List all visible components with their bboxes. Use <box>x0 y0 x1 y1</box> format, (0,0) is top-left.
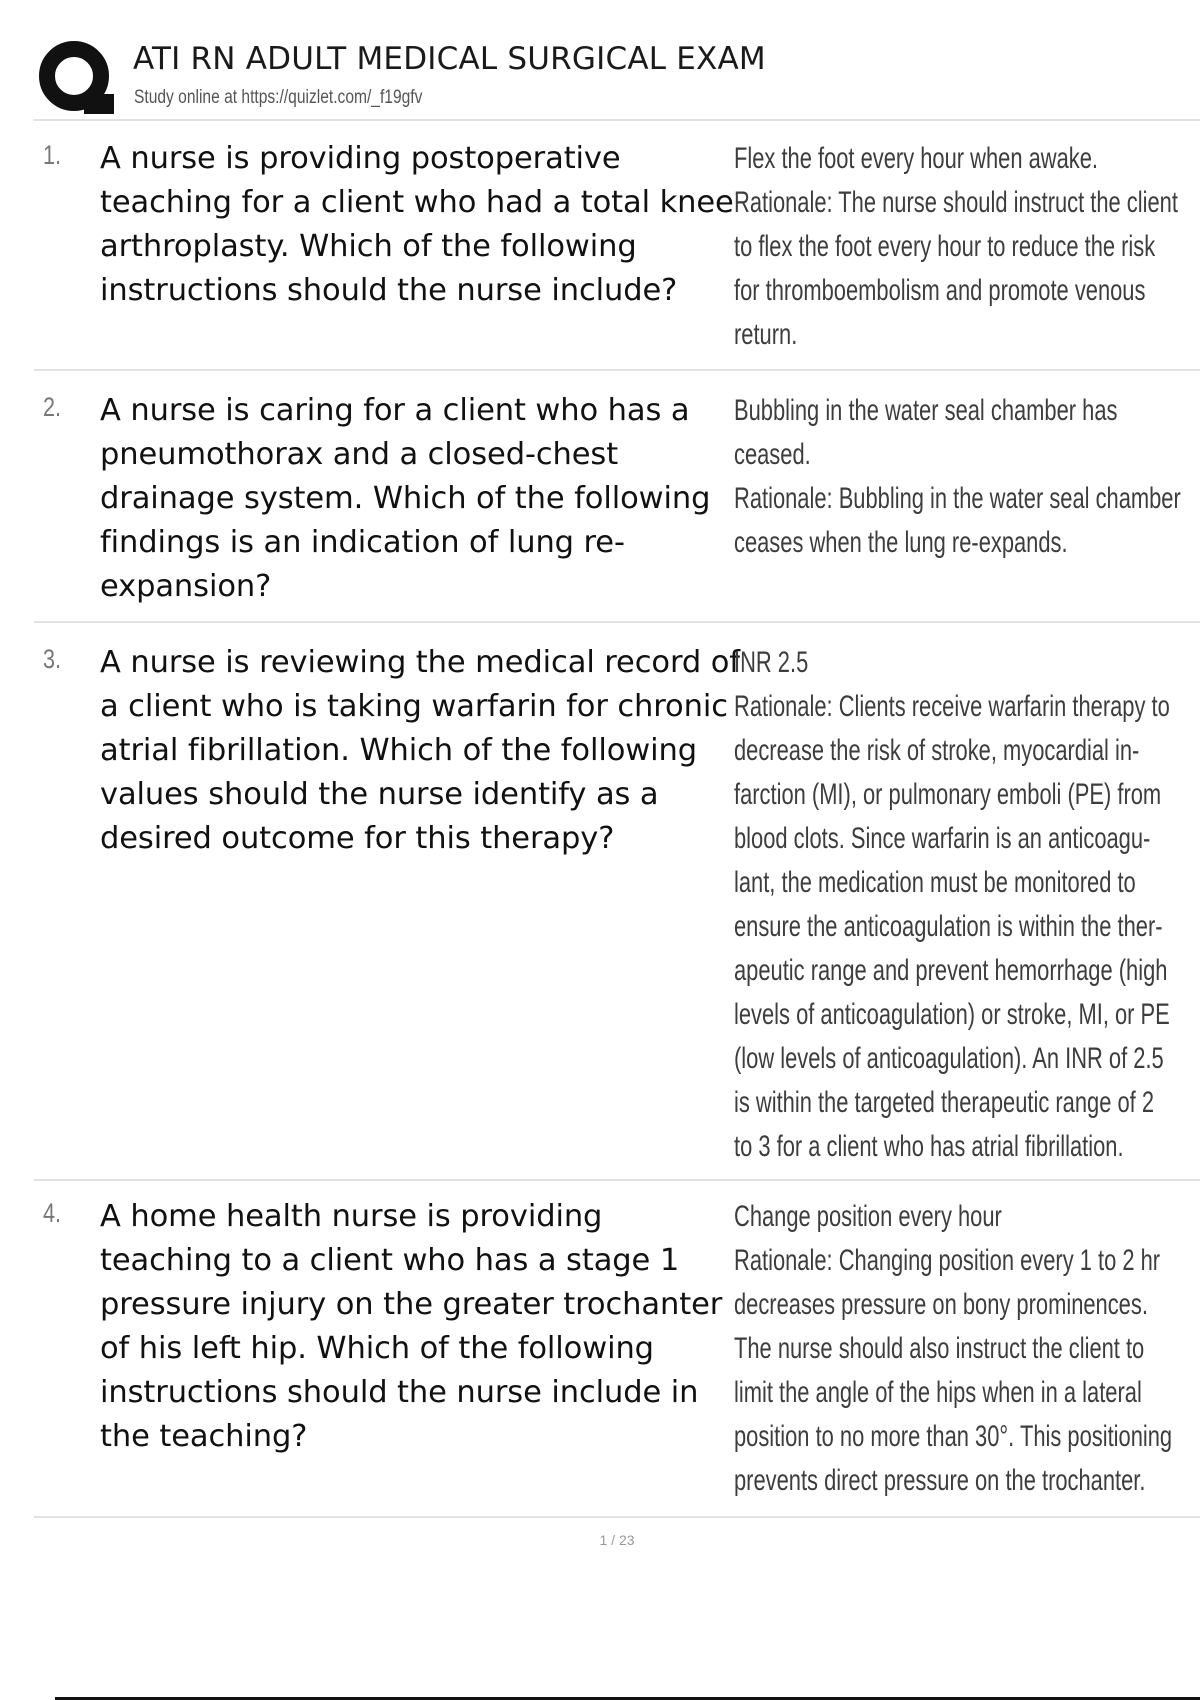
quizlet-logo-icon <box>36 38 116 118</box>
answer-line: ceases when the lung re-expands. <box>734 526 1068 559</box>
answer-line: limit the angle of the hips when in a lateral <box>734 1376 1142 1409</box>
answer-line: levels of anticoagulation) or stroke, MI, or PE <box>734 998 1170 1031</box>
card-answer <box>734 389 1181 565</box>
answer-line: return. <box>734 318 798 351</box>
card-question: A home health nurse is providing teaching to a client who has a stage 1 pressure injury on the greater trochanter of his left hip. Which of the following instructions should the nurse include in the teaching? <box>100 1199 723 1454</box>
answer-line: apeutic range and prevent hemorrhage (high <box>734 954 1168 987</box>
answer-line: position to no more than 30°. This positioning <box>734 1420 1173 1453</box>
answer-line: is within the targeted therapeutic range of 2 <box>734 1086 1155 1119</box>
document-header <box>34 34 1200 120</box>
answer-line: Rationale: Bubbling in the water seal chamber <box>734 482 1181 515</box>
card-divider <box>34 621 1200 623</box>
answer-line: to flex the foot every hour to reduce the risk <box>734 230 1156 263</box>
page-number: 1 / 23 <box>599 1532 635 1548</box>
answer-line: to 3 for a client who has atrial fibrillation. <box>734 1130 1124 1163</box>
card-divider <box>34 369 1200 371</box>
card-divider <box>34 1179 1200 1181</box>
card-answer <box>734 1195 1173 1503</box>
answer-line: lant, the medication must be monitored to <box>734 866 1136 899</box>
card-divider <box>34 1516 1200 1518</box>
document-title: ATI RN ADULT MEDICAL SURGICAL EXAM <box>133 41 766 77</box>
card-number: 1. <box>43 140 62 170</box>
answer-line: Rationale: Changing position every 1 to 2 hr <box>734 1244 1161 1277</box>
study-online-link[interactable]: Study online at https://quizlet.com/_f19gfv <box>134 87 423 108</box>
answer-line: Change position every hour <box>734 1200 1002 1233</box>
card-number: 2. <box>43 392 62 422</box>
answer-line: Bubbling in the water seal chamber has <box>734 394 1118 427</box>
answer-line: The nurse should also instruct the client to <box>734 1332 1145 1365</box>
answer-line: ensure the anticoagulation is within the ther- <box>734 910 1163 943</box>
card-question: A nurse is providing postoperative teaching for a client who had a total knee arthroplasty. Which of the following instructions should the nurse include? <box>100 141 734 308</box>
answer-line: (low levels of anticoagulation). An INR of 2.5 <box>734 1042 1164 1075</box>
card-question: A nurse is reviewing the medical record of a client who is taking warfarin for chronic atrial fibrillation. Which of the following values should the nurse identify as a desired outcome for this therapy? <box>100 645 740 856</box>
card-number: 3. <box>43 644 62 674</box>
answer-line: Rationale: Clients receive warfarin therapy to <box>734 690 1170 723</box>
answer-line: Rationale: The nurse should instruct the client <box>734 186 1178 219</box>
card-answer <box>734 641 1170 1169</box>
answer-line: Flex the foot every hour when awake. <box>734 142 1098 175</box>
answer-line: farction (MI), or pulmonary emboli (PE) from <box>734 778 1162 811</box>
card-answer <box>734 137 1178 357</box>
card-question: A nurse is caring for a client who has a pneumothorax and a closed-chest drainage system. Which of the following findings is an indication of lung re-expansion? <box>100 393 711 604</box>
answer-line: for thromboembolism and promote venous <box>734 274 1146 307</box>
answer-line: blood clots. Since warfarin is an anticoagu- <box>734 822 1151 855</box>
header-divider <box>34 119 1200 121</box>
answer-line: ceased. <box>734 438 811 471</box>
answer-line: decrease the risk of stroke, myocardial in- <box>734 734 1140 767</box>
answer-line: decreases pressure on bony prominences. <box>734 1288 1148 1321</box>
answer-line: prevents direct pressure on the trochanter. <box>734 1464 1146 1497</box>
answer-line: INR 2.5 <box>734 646 809 679</box>
card-number: 4. <box>43 1198 62 1228</box>
